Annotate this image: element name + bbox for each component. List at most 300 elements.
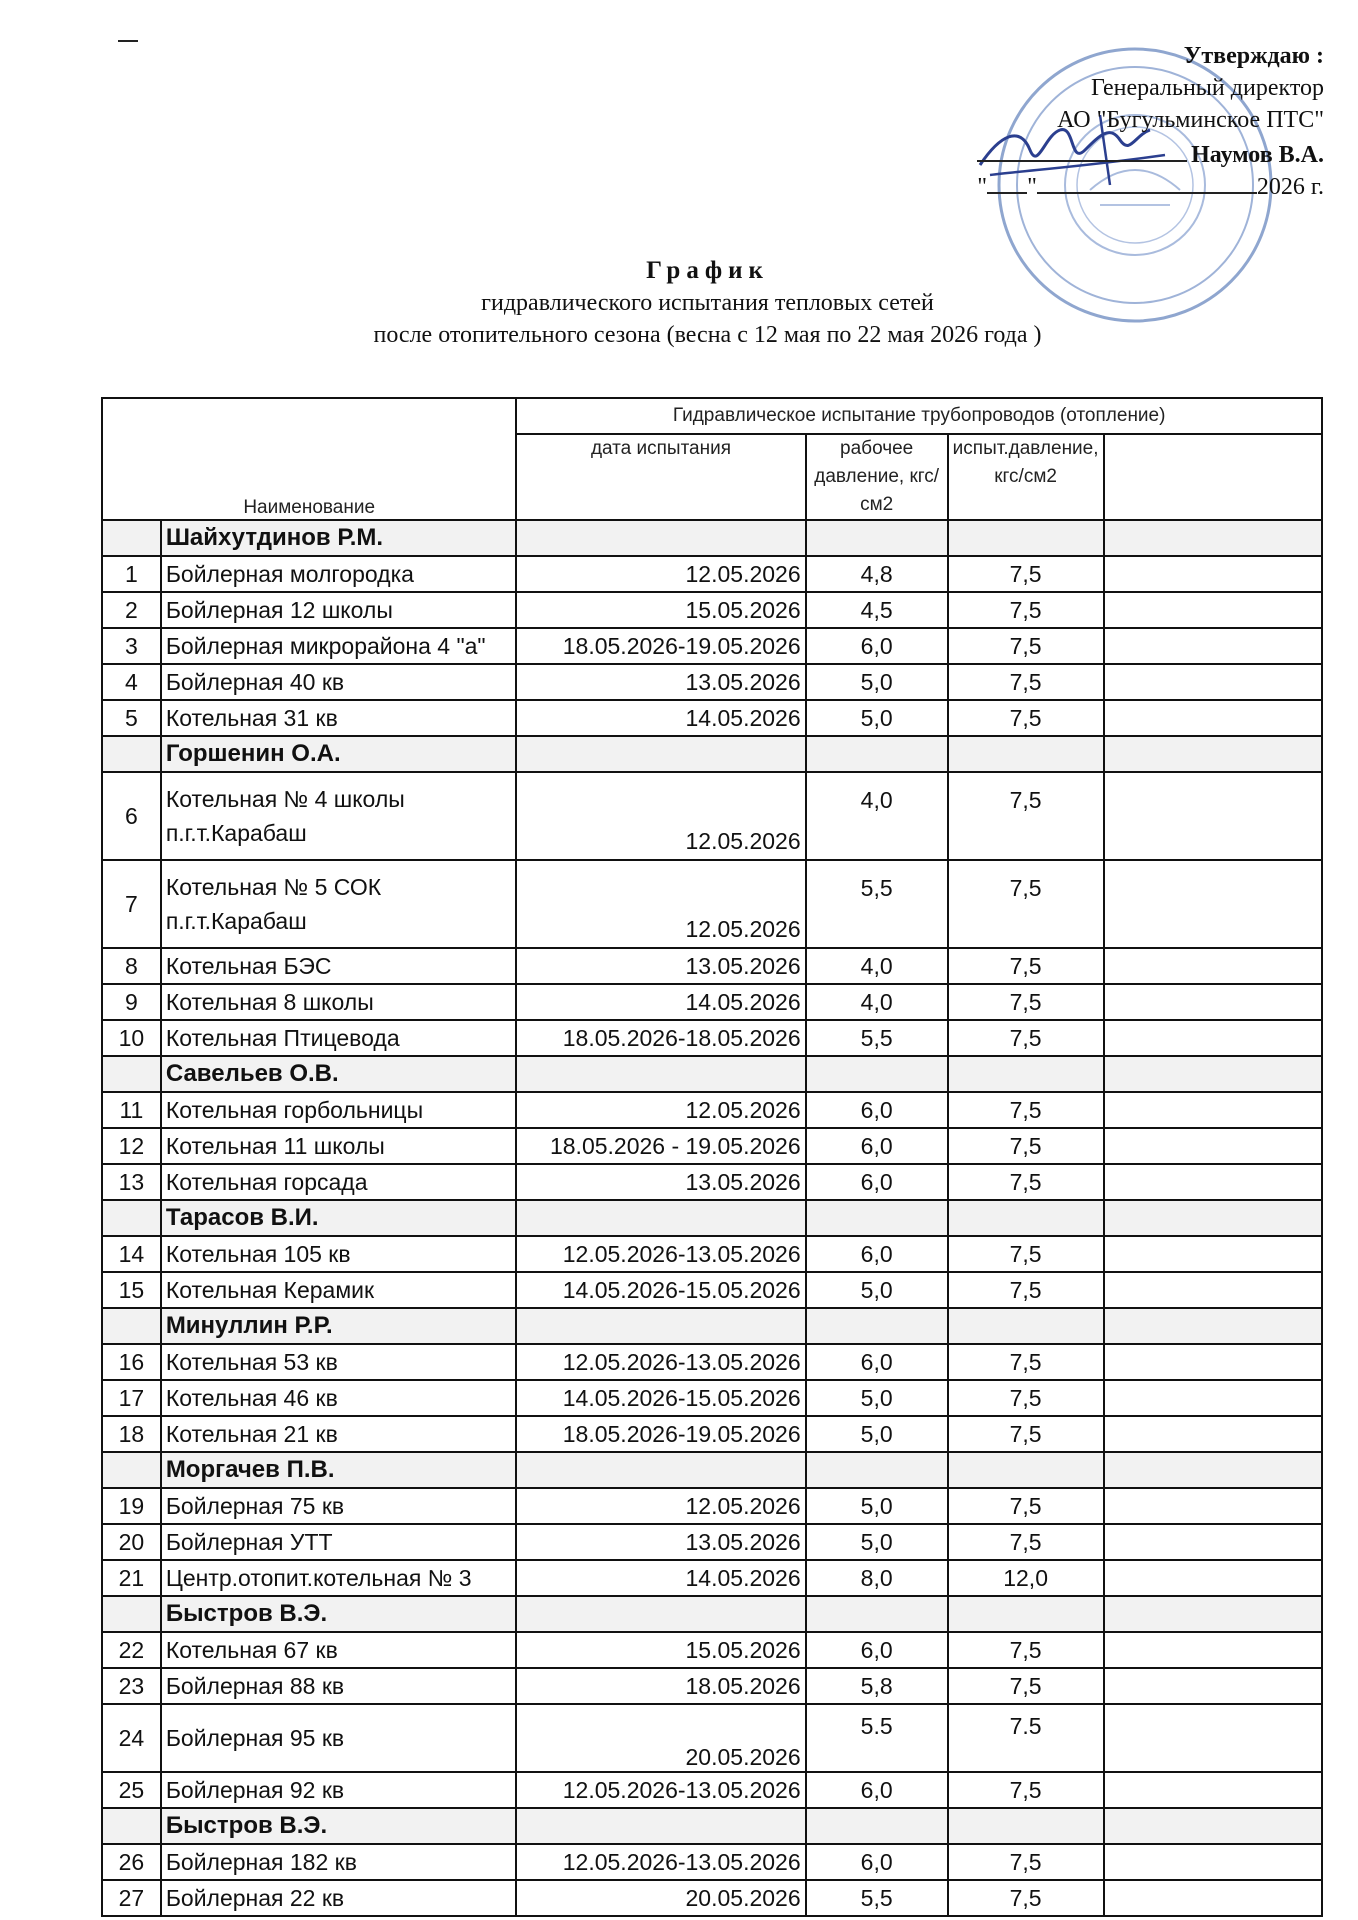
facility-name-cell — [161, 1236, 517, 1272]
work-pressure: 6,0 — [806, 1128, 948, 1164]
header-date: дата испытания — [516, 434, 805, 520]
test-date: 18.05.2026 — [516, 1668, 805, 1704]
extra-cell — [1104, 1020, 1322, 1056]
group-num-cell — [102, 1452, 161, 1488]
title-line1: гидравлического испытания тепловых сетей — [481, 290, 934, 316]
test-pressure: 7,5 — [948, 592, 1104, 628]
test-pressure: 7,5 — [948, 1844, 1104, 1880]
table-row — [102, 1380, 1322, 1416]
header-work-pressure: рабочее давление, кгс/см2 — [806, 434, 948, 520]
work-pressure: 6,0 — [806, 1772, 948, 1808]
facility-name: Котельная 46 кв — [165, 1384, 338, 1411]
group-empty-cell — [516, 1308, 805, 1344]
group-empty-cell — [806, 1808, 948, 1844]
test-pressure: 7,5 — [948, 1880, 1104, 1916]
group-empty-cell — [516, 1200, 805, 1236]
facility-name: Котельная 11 школы — [165, 1132, 385, 1159]
group-empty-cell — [948, 1308, 1104, 1344]
date-close-quote: " — [1027, 174, 1037, 200]
group-empty-cell — [516, 520, 805, 556]
test-pressure: 12,0 — [948, 1560, 1104, 1596]
corner-mark — [118, 40, 138, 42]
row-number: 19 — [102, 1488, 161, 1524]
work-pressure: 4,0 — [806, 772, 948, 860]
facility-name-cell — [161, 592, 517, 628]
row-number: 13 — [102, 1164, 161, 1200]
group-empty-cell — [948, 1808, 1104, 1844]
work-pressure: 5.5 — [806, 1704, 948, 1772]
group-empty-cell — [1104, 736, 1322, 772]
row-number: 25 — [102, 1772, 161, 1808]
group-row — [102, 1596, 1322, 1632]
row-number: 8 — [102, 948, 161, 984]
test-date: 20.05.2026 — [516, 1704, 805, 1772]
extra-cell — [1104, 948, 1322, 984]
facility-name-cell — [161, 628, 517, 664]
title-line2: после отопительного сезона (весна с 12 мая по 22 мая 2026 года ) — [373, 322, 1042, 348]
row-number: 23 — [102, 1668, 161, 1704]
row-number: 10 — [102, 1020, 161, 1056]
work-pressure: 6,0 — [806, 1344, 948, 1380]
test-pressure: 7,5 — [948, 1272, 1104, 1308]
facility-name: Бойлерная 75 кв — [165, 1492, 345, 1519]
facility-name-cell — [161, 664, 517, 700]
row-number: 21 — [102, 1560, 161, 1596]
group-row — [102, 520, 1322, 556]
extra-cell — [1104, 1416, 1322, 1452]
test-pressure: 7,5 — [948, 948, 1104, 984]
extra-cell — [1104, 984, 1322, 1020]
table-row — [102, 628, 1322, 664]
group-empty-cell — [516, 1452, 805, 1488]
approval-company: АО "Бугульминское ПТС" — [1057, 107, 1324, 133]
group-empty-cell — [948, 1056, 1104, 1092]
group-empty-cell — [516, 1596, 805, 1632]
extra-cell — [1104, 1524, 1322, 1560]
header-name: Наименование — [102, 398, 516, 520]
facility-name: Бойлерная УТТ — [165, 1528, 333, 1555]
group-num-cell — [102, 1200, 161, 1236]
table-row — [102, 1704, 1322, 1772]
extra-cell — [1104, 664, 1322, 700]
test-pressure: 7,5 — [948, 1236, 1104, 1272]
test-date: 14.05.2026 — [516, 700, 805, 736]
approval-position: Генеральный директор — [1090, 75, 1324, 101]
date-month-blank — [1037, 172, 1257, 194]
test-pressure: 7,5 — [948, 1416, 1104, 1452]
facility-name: Бойлерная молгородка — [165, 560, 414, 587]
group-empty-cell — [1104, 1200, 1322, 1236]
work-pressure: 5,0 — [806, 700, 948, 736]
row-number: 7 — [102, 860, 161, 948]
group-empty-cell — [806, 1452, 948, 1488]
test-date: 13.05.2026 — [516, 664, 805, 700]
test-date: 12.05.2026-13.05.2026 — [516, 1844, 805, 1880]
test-pressure: 7,5 — [948, 984, 1104, 1020]
row-number: 2 — [102, 592, 161, 628]
facility-name: Котельная № 5 СОК — [165, 874, 382, 900]
table-row — [102, 1880, 1322, 1916]
test-pressure: 7,5 — [948, 628, 1104, 664]
row-number: 12 — [102, 1128, 161, 1164]
facility-name: Котельная горбольницы — [165, 1096, 424, 1123]
group-num-cell — [102, 1808, 161, 1844]
date-year: 2026 г. — [1256, 174, 1324, 200]
header-extra — [1104, 434, 1322, 520]
table-row — [102, 556, 1322, 592]
test-date: 12.05.2026 — [516, 1092, 805, 1128]
test-date: 18.05.2026-19.05.2026 — [516, 1416, 805, 1452]
facility-name: Бойлерная 40 кв — [165, 668, 345, 695]
group-responsible: Минуллин Р.Р. — [161, 1308, 517, 1344]
extra-cell — [1104, 1380, 1322, 1416]
group-row — [102, 1808, 1322, 1844]
row-number: 4 — [102, 664, 161, 700]
table-row — [102, 1092, 1322, 1128]
work-pressure: 5,8 — [806, 1668, 948, 1704]
row-number: 11 — [102, 1092, 161, 1128]
approval-signer: Наумов В.А. — [1191, 142, 1324, 168]
work-pressure: 5,5 — [806, 860, 948, 948]
table-row — [102, 1524, 1322, 1560]
test-pressure: 7,5 — [948, 1344, 1104, 1380]
test-pressure: 7,5 — [948, 664, 1104, 700]
group-row — [102, 1308, 1322, 1344]
table-row — [102, 1344, 1322, 1380]
test-pressure: 7,5 — [948, 860, 1104, 948]
facility-name-cell — [161, 1880, 517, 1916]
row-number: 16 — [102, 1344, 161, 1380]
group-empty-cell — [806, 736, 948, 772]
row-number: 20 — [102, 1524, 161, 1560]
work-pressure: 5,0 — [806, 1488, 948, 1524]
table-row — [102, 1560, 1322, 1596]
facility-name-cell — [161, 1560, 517, 1596]
facility-name: Котельная № 4 школы — [165, 786, 405, 812]
table-row — [102, 1236, 1322, 1272]
test-pressure: 7,5 — [948, 1092, 1104, 1128]
facility-name-cell — [161, 1272, 517, 1308]
work-pressure: 6,0 — [806, 1236, 948, 1272]
extra-cell — [1104, 1560, 1322, 1596]
work-pressure: 5,0 — [806, 664, 948, 700]
table-row — [102, 664, 1322, 700]
extra-cell — [1104, 700, 1322, 736]
group-num-cell — [102, 1308, 161, 1344]
facility-name-cell — [161, 1380, 517, 1416]
table-row — [102, 772, 1322, 860]
group-empty-cell — [516, 1808, 805, 1844]
test-date: 13.05.2026 — [516, 1524, 805, 1560]
test-pressure: 7,5 — [948, 1164, 1104, 1200]
facility-name: Бойлерная 182 кв — [165, 1848, 357, 1875]
test-pressure: 7,5 — [948, 1380, 1104, 1416]
work-pressure: 6,0 — [806, 628, 948, 664]
approval-date-line — [904, 171, 1324, 203]
group-num-cell — [102, 1056, 161, 1092]
document-title — [0, 255, 1358, 351]
facility-name-cell — [161, 556, 517, 592]
group-empty-cell — [948, 1452, 1104, 1488]
schedule-table — [101, 397, 1323, 1917]
work-pressure: 4,8 — [806, 556, 948, 592]
extra-cell — [1104, 1128, 1322, 1164]
group-responsible: Горшенин О.А. — [161, 736, 517, 772]
group-num-cell — [102, 520, 161, 556]
extra-cell — [1104, 1236, 1322, 1272]
table-row — [102, 860, 1322, 948]
group-responsible: Быстров В.Э. — [161, 1808, 517, 1844]
row-number: 15 — [102, 1272, 161, 1308]
group-responsible: Моргачев П.В. — [161, 1452, 517, 1488]
extra-cell — [1104, 1772, 1322, 1808]
row-number: 9 — [102, 984, 161, 1020]
facility-name-cell — [161, 984, 517, 1020]
facility-name-cell — [161, 1092, 517, 1128]
test-date: 18.05.2026-18.05.2026 — [516, 1020, 805, 1056]
facility-name-cell — [161, 772, 517, 860]
table-row — [102, 984, 1322, 1020]
group-empty-cell — [1104, 1308, 1322, 1344]
facility-name-cell — [161, 1344, 517, 1380]
date-day-blank — [987, 172, 1027, 194]
group-empty-cell — [806, 520, 948, 556]
test-date: 13.05.2026 — [516, 948, 805, 984]
test-date: 12.05.2026 — [516, 860, 805, 948]
table-row — [102, 1668, 1322, 1704]
title-main: График — [646, 257, 769, 284]
test-pressure: 7,5 — [948, 1524, 1104, 1560]
facility-name: Бойлерная 88 кв — [165, 1672, 345, 1699]
test-date: 12.05.2026 — [516, 1488, 805, 1524]
extra-cell — [1104, 772, 1322, 860]
test-date: 14.05.2026-15.05.2026 — [516, 1272, 805, 1308]
facility-name-cell — [161, 1488, 517, 1524]
facility-name-cell — [161, 1632, 517, 1668]
group-responsible: Савельев О.В. — [161, 1056, 517, 1092]
facility-name-cell — [161, 948, 517, 984]
extra-cell — [1104, 1344, 1322, 1380]
group-empty-cell — [1104, 1596, 1322, 1632]
facility-name: Бойлерная 92 кв — [165, 1776, 345, 1803]
extra-cell — [1104, 1668, 1322, 1704]
extra-cell — [1104, 1880, 1322, 1916]
row-number: 27 — [102, 1880, 161, 1916]
facility-name-cell — [161, 700, 517, 736]
work-pressure: 6,0 — [806, 1164, 948, 1200]
header-group: Гидравлическое испытание трубопроводов (отопление) — [516, 398, 1322, 434]
row-number: 3 — [102, 628, 161, 664]
facility-name: Котельная горсада — [165, 1168, 368, 1195]
table-row — [102, 1020, 1322, 1056]
group-empty-cell — [806, 1308, 948, 1344]
facility-name: Котельная Керамик — [165, 1276, 375, 1303]
group-empty-cell — [1104, 1452, 1322, 1488]
group-num-cell — [102, 1596, 161, 1632]
group-row — [102, 1056, 1322, 1092]
extra-cell — [1104, 1164, 1322, 1200]
test-date: 18.05.2026 - 19.05.2026 — [516, 1128, 805, 1164]
test-pressure: 7,5 — [948, 1020, 1104, 1056]
group-empty-cell — [806, 1596, 948, 1632]
facility-name: Котельная 31 кв — [165, 704, 338, 731]
test-date: 12.05.2026 — [516, 772, 805, 860]
test-pressure: 7,5 — [948, 700, 1104, 736]
row-number: 6 — [102, 772, 161, 860]
test-pressure: 7,5 — [948, 1488, 1104, 1524]
table-row — [102, 1772, 1322, 1808]
group-row — [102, 1452, 1322, 1488]
work-pressure: 5,5 — [806, 1880, 948, 1916]
facility-name: Котельная БЭС — [165, 952, 332, 979]
table-row — [102, 948, 1322, 984]
group-num-cell — [102, 736, 161, 772]
work-pressure: 4,0 — [806, 948, 948, 984]
work-pressure: 5,0 — [806, 1524, 948, 1560]
row-number: 17 — [102, 1380, 161, 1416]
test-pressure: 7,5 — [948, 1772, 1104, 1808]
extra-cell — [1104, 1632, 1322, 1668]
facility-name: Котельная 67 кв — [165, 1636, 338, 1663]
facility-name-cell — [161, 1524, 517, 1560]
work-pressure: 5,0 — [806, 1272, 948, 1308]
group-empty-cell — [948, 520, 1104, 556]
extra-cell — [1104, 556, 1322, 592]
table-row — [102, 1844, 1322, 1880]
approval-heading: Утверждаю : — [1183, 43, 1324, 69]
work-pressure: 8,0 — [806, 1560, 948, 1596]
group-row — [102, 736, 1322, 772]
extra-cell — [1104, 592, 1322, 628]
table-row — [102, 1128, 1322, 1164]
group-empty-cell — [516, 1056, 805, 1092]
group-empty-cell — [806, 1056, 948, 1092]
facility-name-cell — [161, 1128, 517, 1164]
group-empty-cell — [948, 1596, 1104, 1632]
date-open-quote: " — [977, 174, 988, 200]
approval-signer-line — [904, 136, 1324, 171]
test-date: 14.05.2026 — [516, 984, 805, 1020]
work-pressure: 4,5 — [806, 592, 948, 628]
group-empty-cell — [516, 736, 805, 772]
row-number: 5 — [102, 700, 161, 736]
facility-name: Котельная Птицевода — [165, 1024, 400, 1051]
facility-name: Бойлерная 95 кв — [165, 1724, 345, 1751]
test-date: 12.05.2026-13.05.2026 — [516, 1344, 805, 1380]
facility-name: Центр.отопит.котельная № 3 — [165, 1564, 472, 1591]
work-pressure: 6,0 — [806, 1092, 948, 1128]
facility-name-cell — [161, 860, 517, 948]
table-row — [102, 1488, 1322, 1524]
facility-name-cell — [161, 1164, 517, 1200]
work-pressure: 5,0 — [806, 1416, 948, 1452]
group-row — [102, 1200, 1322, 1236]
group-responsible: Шайхутдинов Р.М. — [161, 520, 517, 556]
row-number: 24 — [102, 1704, 161, 1772]
facility-name: Котельная 53 кв — [165, 1348, 338, 1375]
extra-cell — [1104, 1844, 1322, 1880]
group-empty-cell — [1104, 520, 1322, 556]
test-pressure: 7,5 — [948, 1668, 1104, 1704]
group-empty-cell — [1104, 1056, 1322, 1092]
test-date: 15.05.2026 — [516, 1632, 805, 1668]
facility-name-cell — [161, 1020, 517, 1056]
facility-name-cell — [161, 1844, 517, 1880]
facility-location: п.г.т.Карабаш — [165, 908, 307, 934]
table-row — [102, 1632, 1322, 1668]
test-date: 18.05.2026-19.05.2026 — [516, 628, 805, 664]
table-row — [102, 1164, 1322, 1200]
facility-location: п.г.т.Карабаш — [165, 820, 307, 846]
test-pressure: 7,5 — [948, 772, 1104, 860]
test-date: 12.05.2026 — [516, 556, 805, 592]
table-row — [102, 700, 1322, 736]
extra-cell — [1104, 1092, 1322, 1128]
schedule-body — [102, 520, 1322, 1916]
facility-name: Котельная 105 кв — [165, 1240, 351, 1267]
extra-cell — [1104, 1272, 1322, 1308]
test-pressure: 7.5 — [948, 1704, 1104, 1772]
test-date: 14.05.2026 — [516, 1560, 805, 1596]
group-empty-cell — [948, 736, 1104, 772]
table-row — [102, 1272, 1322, 1308]
work-pressure: 6,0 — [806, 1632, 948, 1668]
extra-cell — [1104, 628, 1322, 664]
facility-name: Котельная 8 школы — [165, 988, 374, 1015]
facility-name-cell — [161, 1772, 517, 1808]
facility-name: Бойлерная 22 кв — [165, 1884, 345, 1911]
header-test-pressure: испыт.давление, кгс/см2 — [948, 434, 1104, 520]
extra-cell — [1104, 1488, 1322, 1524]
group-empty-cell — [806, 1200, 948, 1236]
test-pressure: 7,5 — [948, 556, 1104, 592]
test-date: 15.05.2026 — [516, 592, 805, 628]
group-empty-cell — [1104, 1808, 1322, 1844]
facility-name-cell — [161, 1668, 517, 1704]
test-date: 20.05.2026 — [516, 1880, 805, 1916]
group-responsible: Тарасов В.И. — [161, 1200, 517, 1236]
table-row — [102, 1416, 1322, 1452]
extra-cell — [1104, 860, 1322, 948]
work-pressure: 5,0 — [806, 1380, 948, 1416]
row-number: 14 — [102, 1236, 161, 1272]
test-date: 14.05.2026-15.05.2026 — [516, 1380, 805, 1416]
work-pressure: 4,0 — [806, 984, 948, 1020]
row-number: 26 — [102, 1844, 161, 1880]
test-date: 12.05.2026-13.05.2026 — [516, 1772, 805, 1808]
group-empty-cell — [948, 1200, 1104, 1236]
row-number: 22 — [102, 1632, 161, 1668]
approval-block — [904, 40, 1324, 203]
row-number: 1 — [102, 556, 161, 592]
test-pressure: 7,5 — [948, 1632, 1104, 1668]
facility-name: Котельная 21 кв — [165, 1420, 338, 1447]
facility-name: Бойлерная 12 школы — [165, 596, 393, 623]
test-date: 13.05.2026 — [516, 1164, 805, 1200]
row-number: 18 — [102, 1416, 161, 1452]
facility-name-cell — [161, 1416, 517, 1452]
facility-name: Бойлерная микрорайона 4 "а" — [165, 632, 486, 659]
test-date: 12.05.2026-13.05.2026 — [516, 1236, 805, 1272]
table-row — [102, 592, 1322, 628]
work-pressure: 6,0 — [806, 1844, 948, 1880]
work-pressure: 5,5 — [806, 1020, 948, 1056]
extra-cell — [1104, 1704, 1322, 1772]
signature-blank — [977, 136, 1187, 162]
group-responsible: Быстров В.Э. — [161, 1596, 517, 1632]
facility-name-cell — [161, 1704, 517, 1772]
test-pressure: 7,5 — [948, 1128, 1104, 1164]
